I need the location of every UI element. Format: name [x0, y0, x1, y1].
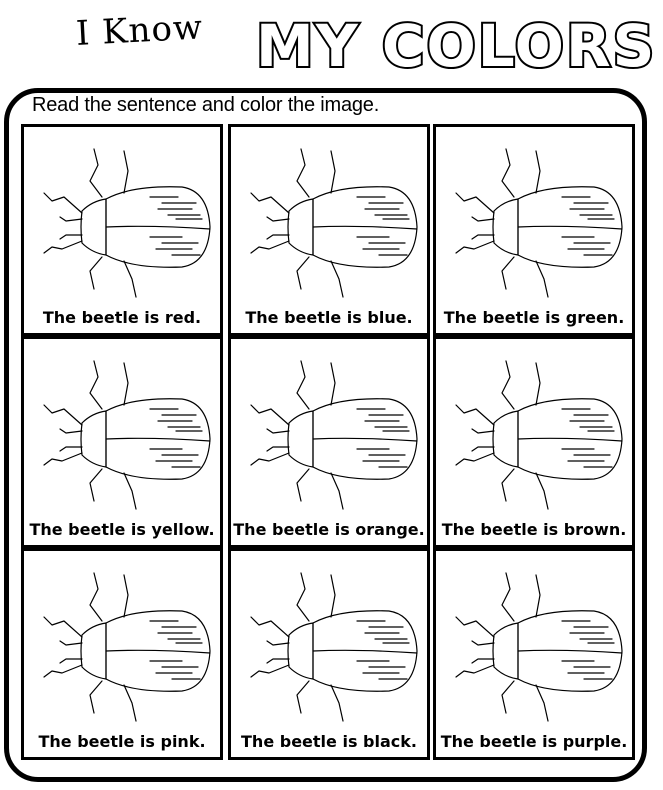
title-big: [252, 4, 657, 82]
beetle-grid: [21, 124, 637, 764]
cell-orange[interactable]: [228, 336, 430, 548]
title-small: I Know: [74, 7, 204, 54]
title-big-text: MY COLORS: [256, 12, 657, 80]
caption: The beetle is orange.: [233, 520, 425, 539]
cell-red[interactable]: [21, 124, 223, 336]
cell-brown[interactable]: [433, 336, 635, 548]
cell-black[interactable]: [228, 548, 430, 760]
beetle-icon[interactable]: [239, 141, 419, 301]
beetle-icon[interactable]: [32, 353, 212, 513]
caption: The beetle is pink.: [38, 732, 206, 751]
caption: The beetle is yellow.: [29, 520, 215, 539]
beetle-icon[interactable]: [32, 141, 212, 301]
beetle-icon[interactable]: [444, 141, 624, 301]
page-header: [0, 0, 663, 86]
cell-purple[interactable]: [433, 548, 635, 760]
beetle-icon[interactable]: [239, 565, 419, 725]
cell-pink[interactable]: [21, 548, 223, 760]
caption: The beetle is purple.: [440, 732, 628, 751]
caption: The beetle is green.: [443, 308, 625, 327]
beetle-icon[interactable]: [444, 353, 624, 513]
cell-green[interactable]: [433, 124, 635, 336]
instruction-text: Read the sentence and color the image.: [32, 94, 380, 116]
caption: The beetle is red.: [42, 308, 202, 327]
caption: The beetle is black.: [241, 732, 417, 751]
cell-blue[interactable]: [228, 124, 430, 336]
cell-yellow[interactable]: [21, 336, 223, 548]
beetle-icon[interactable]: [32, 565, 212, 725]
caption: The beetle is brown.: [441, 520, 627, 539]
beetle-icon[interactable]: [444, 565, 624, 725]
beetle-icon[interactable]: [239, 353, 419, 513]
caption: The beetle is blue.: [245, 308, 413, 327]
